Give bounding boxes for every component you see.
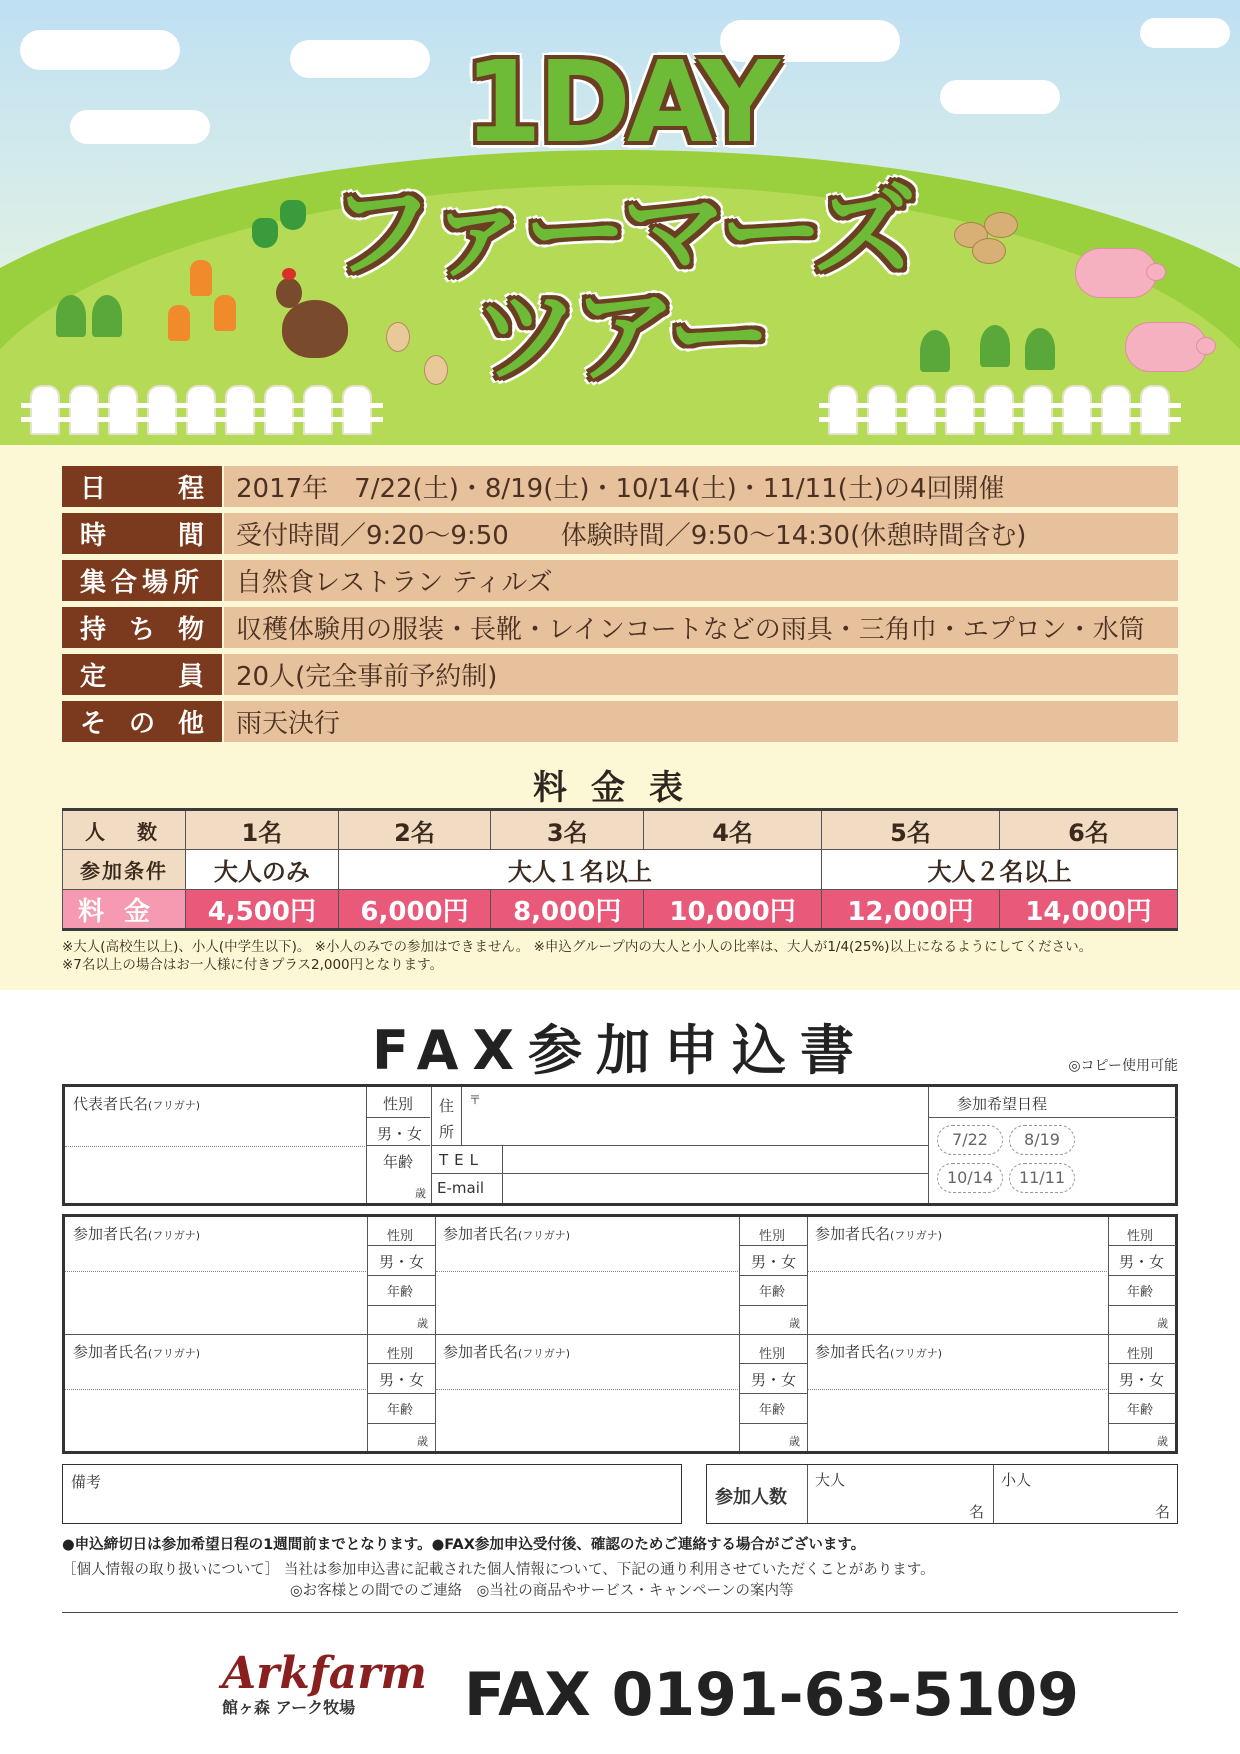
age-label: 年齢 (1127, 1285, 1154, 1300)
participant-1-name-field[interactable] (65, 1245, 366, 1331)
privacy-uses: ◎お客様との間でのご連絡 ◎当社の商品やサービス・キャンペーンの案内等 (290, 1583, 794, 1599)
participant-name-label: 参加者氏名(フリガナ) (73, 1343, 201, 1361)
fee-people-cell: 6名 (1000, 810, 1178, 850)
participant-name-label: 参加者氏名(フリガナ) (815, 1343, 943, 1361)
date-option-7-22[interactable]: 7/22 (937, 1125, 1003, 1155)
privacy-note (62, 1560, 935, 1602)
info-value: 収穫体験用の服装・長靴・レインコートなどの雨具・三角巾・エプロン・水筒 (224, 607, 1178, 648)
info-label: 日 程 (62, 466, 222, 507)
age-unit: 歳 (417, 1317, 428, 1330)
fee-price-cell: 4,500円 (186, 890, 339, 930)
fee-table-title: 料金表 (533, 768, 707, 808)
fee-condition-cell: 大人１名以上 (338, 850, 821, 890)
age-unit: 歳 (789, 1317, 800, 1330)
logo-subtitle: 館ヶ森 アーク牧場 (222, 1698, 356, 1717)
fee-price-label: 料金 (63, 890, 186, 930)
rep-name-field[interactable] (65, 1147, 365, 1203)
child-label: 小人 (1001, 1471, 1032, 1489)
remarks-field[interactable] (62, 1464, 682, 1524)
info-value: 自然食レストラン ティルズ (224, 560, 1178, 601)
info-label: 集合場所 (62, 560, 222, 601)
arkfarm-logo (222, 1648, 427, 1724)
fee-note: ※7名以上の場合はお一人様に付きプラス2,000円となります。 (62, 957, 444, 973)
fee-condition-cell: 大人２名以上 (822, 850, 1178, 890)
dates-label: 参加希望日程 (957, 1095, 1048, 1113)
fax-number: FAX 0191-63-5109 (464, 1660, 1079, 1730)
fee-people-cell: 1名 (186, 810, 339, 850)
fee-note: ※大人(高校生以上)、小人(中学生以下)。 ※小人のみでの参加はできません。 ※申込グループ内の大人と小人の比率は、大人が1/4(25%)以上になるようにしてください。 (62, 939, 1093, 955)
age-label: 年齢 (759, 1285, 786, 1300)
age-unit: 歳 (1157, 1435, 1168, 1448)
rep-gender-label: 性別 (383, 1095, 414, 1113)
info-value: 雨天決行 (224, 701, 1178, 742)
participant-3-gender[interactable]: 男・女 (1119, 1253, 1165, 1271)
participant-1-gender[interactable]: 男・女 (379, 1253, 425, 1271)
fee-notes (62, 938, 1092, 974)
participant-5-name-field[interactable] (436, 1363, 738, 1449)
info-table (62, 466, 1178, 748)
info-row-meeting-place (62, 560, 1178, 601)
info-row-other (62, 701, 1178, 742)
participant-name-label: 参加者氏名(フリガナ) (443, 1225, 571, 1243)
deadline-note: ●申込締切日は参加希望日程の1週間前までとなります。●FAX参加申込受付後、確認のためご連絡する場合がございます。 (62, 1537, 866, 1553)
count-label: 参加人数 (715, 1487, 787, 1508)
date-option-10-14[interactable]: 10/14 (937, 1163, 1003, 1193)
age-label: 年齢 (759, 1403, 786, 1418)
email-label: E-mail (437, 1179, 485, 1197)
participant-name-label: 参加者氏名(フリガナ) (443, 1343, 571, 1361)
participant-4-name-field[interactable] (65, 1363, 366, 1449)
info-row-capacity (62, 654, 1178, 695)
child-unit: 名 (1155, 1503, 1171, 1521)
participant-5-gender[interactable]: 男・女 (751, 1371, 797, 1389)
title-line-3: ツアー (474, 275, 766, 397)
fee-price-cell: 10,000円 (644, 890, 822, 930)
fee-people-cell: 5名 (822, 810, 1000, 850)
age-label: 年齢 (387, 1285, 414, 1300)
age-unit: 歳 (789, 1435, 800, 1448)
info-label: 定 員 (62, 654, 222, 695)
fee-header-label: 人 数 (63, 810, 186, 850)
info-label: そ の 他 (62, 701, 222, 742)
info-row-time (62, 513, 1178, 554)
rep-furigana-field[interactable] (65, 1115, 365, 1145)
gender-label: 性別 (1127, 1347, 1154, 1362)
participant-4-gender[interactable]: 男・女 (379, 1371, 425, 1389)
info-value: 2017年 7/22(土)・8/19(土)・10/14(土)・11/11(土)の4回開催 (224, 466, 1178, 507)
adult-label: 大人 (815, 1471, 846, 1489)
fee-price-cell: 14,000円 (1000, 890, 1178, 930)
date-option-8-19[interactable]: 8/19 (1009, 1125, 1075, 1155)
age-unit: 歳 (1157, 1317, 1168, 1330)
participant-2-name-field[interactable] (436, 1245, 738, 1331)
rep-age-unit: 歳 (415, 1187, 426, 1200)
privacy-heading: ［個人情報の取り扱いについて］ (62, 1562, 280, 1578)
participants-block (62, 1214, 1178, 1454)
email-field[interactable] (503, 1173, 928, 1203)
participant-name-label: 参加者氏名(フリガナ) (73, 1225, 201, 1243)
gender-label: 性別 (759, 1229, 786, 1244)
fee-row-prices (63, 890, 1178, 930)
gender-label: 性別 (387, 1229, 414, 1244)
logo-wordmark: Arkfarm (222, 1648, 427, 1699)
fee-condition-label: 参加条件 (63, 850, 186, 890)
rep-gender-options[interactable]: 男・女 (377, 1125, 423, 1143)
gender-label: 性別 (1127, 1229, 1154, 1244)
participant-6-gender[interactable]: 男・女 (1119, 1371, 1165, 1389)
fee-condition-cell: 大人のみ (186, 850, 339, 890)
info-row-belongings (62, 607, 1178, 648)
gender-label: 性別 (759, 1347, 786, 1362)
copy-note: ◎コピー使用可能 (1068, 1058, 1178, 1074)
fee-row-people (63, 810, 1178, 850)
info-label: 時 間 (62, 513, 222, 554)
fee-price-cell: 6,000円 (338, 890, 491, 930)
fax-form-title: FAX参加申込書 (371, 1019, 869, 1082)
info-value: 受付時間／9:20〜9:50 体験時間／9:50〜14:30(休憩時間含む) (224, 513, 1178, 554)
rep-age-label: 年齢 (383, 1153, 414, 1171)
age-label: 年齢 (387, 1403, 414, 1418)
participant-count-block (706, 1464, 1178, 1524)
tel-field[interactable] (503, 1145, 928, 1173)
date-option-11-11[interactable]: 11/11 (1009, 1163, 1075, 1193)
participant-name-label: 参加者氏名(フリガナ) (815, 1225, 943, 1243)
age-label: 年齢 (1127, 1403, 1154, 1418)
tel-label: TEL (439, 1151, 484, 1169)
fee-row-conditions (63, 850, 1178, 890)
fee-table (62, 808, 1178, 931)
info-value: 20人(完全事前予約制) (224, 654, 1178, 695)
fee-people-cell: 2名 (338, 810, 491, 850)
participant-2-gender[interactable]: 男・女 (751, 1253, 797, 1271)
participant-3-name-field[interactable] (808, 1245, 1107, 1331)
hero-banner (0, 0, 1240, 445)
rep-name-label: 代表者氏名(フリガナ) (73, 1095, 201, 1113)
fee-price-cell: 8,000円 (491, 890, 644, 930)
remarks-label: 備考 (71, 1473, 102, 1491)
fee-people-cell: 3名 (491, 810, 644, 850)
privacy-text: 当社は参加申込書に記載された個人情報について、下記の通り利用させていただくことがあります。 (283, 1562, 935, 1578)
representative-block (62, 1084, 1178, 1206)
info-label: 持 ち 物 (62, 607, 222, 648)
age-unit: 歳 (417, 1435, 428, 1448)
fee-price-cell: 12,000円 (822, 890, 1000, 930)
title-line-2: ファーマーズ (329, 171, 911, 293)
address-label: 住 所 (439, 1097, 455, 1141)
footer-divider (62, 1612, 1178, 1613)
info-row-schedule (62, 466, 1178, 507)
postal-mark: 〒 (469, 1093, 482, 1107)
participant-6-name-field[interactable] (808, 1363, 1107, 1449)
address-field[interactable] (462, 1087, 928, 1145)
title-line-1: 1DAY (464, 38, 776, 168)
fee-people-cell: 4名 (644, 810, 822, 850)
adult-unit: 名 (969, 1503, 985, 1521)
gender-label: 性別 (387, 1347, 414, 1362)
